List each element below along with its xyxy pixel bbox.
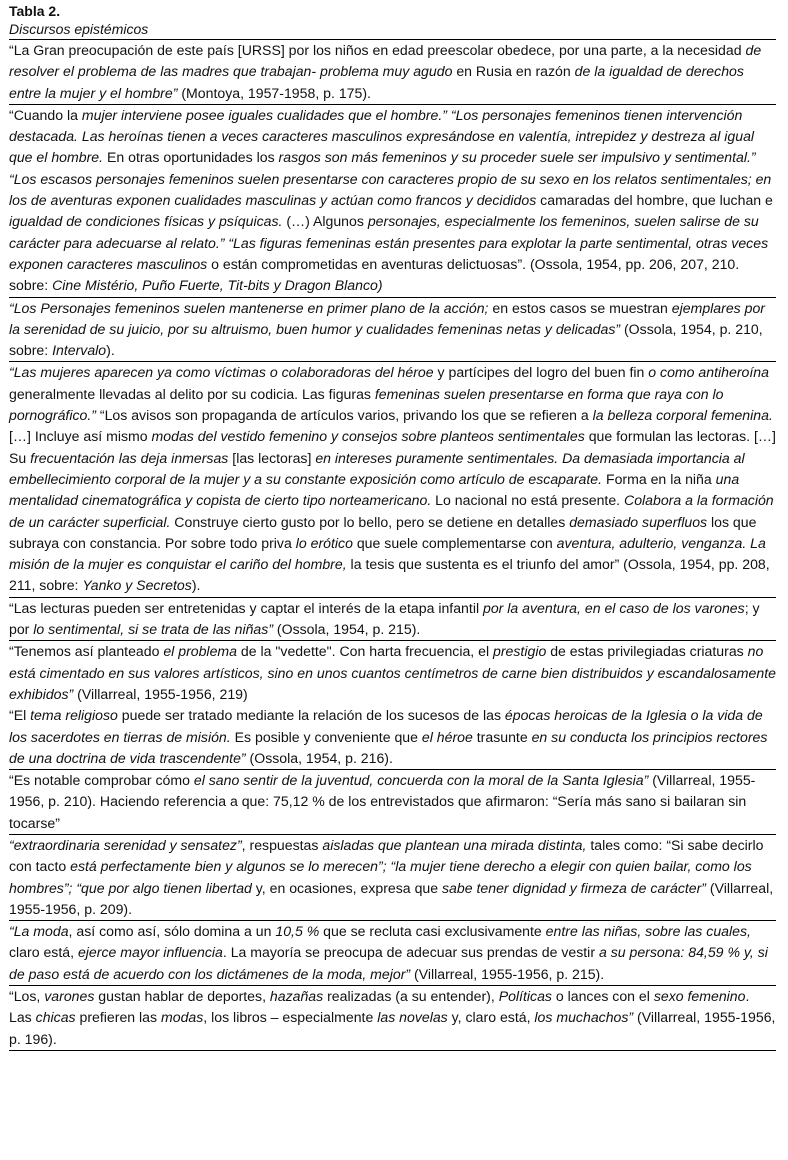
emphasized-text: lo erótico (295, 534, 353, 551)
quote-text: “La Gran preocupación de este país [URSS] por los niños en edad preescolar obedece, por una parte, a la necesidad (9, 42, 746, 58)
emphasized-text: entre las niñas, sobre las cuales, (545, 923, 751, 940)
quote-text: (Villarreal, 1955-1956, p. 215). (410, 965, 605, 982)
emphasized-text: ejerce mayor influencia (77, 944, 223, 961)
emphasized-text: varones (44, 988, 95, 1005)
emphasized-text: de resolver el problema de las madres que trabajan- problema muy agudo (9, 42, 762, 80)
quote-text: “Es notable comprobar cómo (9, 772, 194, 789)
emphasized-text: rasgos son más femeninos y su proceder suele ser impulsivo y sentimental.” “Los escasos personajes femeninos suelen presentarse con caracteres propio de su sexo en los relatos sentimentales; en los de aventuras exponen cualidades masculinas y actúan como francos y decididos (9, 149, 772, 209)
emphasized-text: Colabora a la formación de un carácter superficial. (9, 492, 774, 530)
quote-paragraph (9, 770, 776, 834)
emphasized-text: Cine Mistério, Puño Fuerte, Tit-bits y Dragon Blanco) (52, 277, 383, 294)
quote-text: realizadas (a su entender), (323, 988, 499, 1005)
quote-text: ). (106, 342, 115, 359)
quote-text: generalmente llevadas al delito por su codicia. Las figuras (9, 385, 375, 402)
quote-paragraph (9, 298, 776, 362)
emphasized-text: aisladas que plantean una mirada distinta, (322, 836, 587, 853)
quote-text: “El (9, 707, 31, 724)
quote-text: , los libros – especialmente (203, 1009, 378, 1026)
emphasized-text: “extraordinaria serenidad y sensatez” (9, 836, 242, 853)
emphasized-text: los muchachos” (534, 1009, 634, 1026)
table-row (9, 770, 776, 835)
emphasized-text: tema religioso (30, 707, 118, 724)
quote-text: […] Incluye así mismo (9, 428, 152, 445)
emphasized-text: personajes, especialmente los femeninos, suelen salirse de su carácter para adecuarse al relato.” “Las figuras femeninas están presentes para explotar la parte sentimental, otras veces exponen caracteres masculinos (9, 213, 769, 272)
quote-paragraph (9, 641, 776, 705)
table-row (9, 598, 776, 642)
quote-text: , respuestas (241, 836, 323, 853)
emphasized-text: aventura, adulterio, venganza. La misión de la mujer es conquistar el cariño del hombre, (9, 534, 766, 573)
quote-text: y, claro está, (447, 1009, 535, 1026)
quote-text: “Los, (9, 988, 45, 1005)
emphasized-text: “Los Personajes femeninos suelen mantenerse en primer plano de la acción; (9, 299, 489, 316)
quote-paragraph (9, 598, 776, 641)
quote-text: prefieren las (75, 1009, 161, 1026)
table-row (9, 40, 776, 105)
quote-text: (Ossola, 1954, p. 215). (273, 621, 421, 638)
emphasized-text: femeninas suelen presentarse en forma que raya con lo pornográfico.” (9, 385, 724, 424)
emphasized-text: en intereses puramente sentimentales. Da demasiada importancia al embellecimiento corporal de la mujer y a su constante exposición como artículo de escaparate. (9, 449, 745, 487)
quote-text: o están comprometidas en aventuras delictuosas”. (Ossola, 1954, pp. 206, 207, 210. sobre: (9, 255, 740, 294)
emphasized-text: hazañas (269, 988, 324, 1005)
emphasized-text: modas del vestido femenino y consejos sobre planteos sentimentales (151, 428, 585, 445)
quote-text: (Ossola, 1954, p. 210, sobre: (9, 320, 763, 359)
emphasized-text: el problema (163, 643, 237, 660)
quote-paragraph (9, 705, 776, 769)
quote-text: en Rusia en razón (452, 63, 575, 80)
quote-text: (Villarreal, 1955-1956, 219) (73, 685, 248, 702)
emphasized-text: chicas (35, 1009, 76, 1026)
quote-text: Construye cierto gusto por lo bello, pero se detiene en detalles (170, 513, 570, 530)
emphasized-text: no está cimentado en sus valores artísticos, sino en unos cuantos centímetros de carne bien distribuidos y escandalosamente exhibidos” (9, 643, 776, 702)
emphasized-text: sabe tener dignidad y firmeza de carácter” (442, 879, 707, 896)
quote-text: “Tenemos así planteado (9, 643, 164, 660)
quote-paragraph (9, 921, 776, 985)
table-row (9, 641, 776, 770)
quote-text: que suele complementarse con (352, 534, 557, 551)
quote-text: los que subraya con constancia. Por sobre todo priva (9, 513, 757, 551)
table-row (9, 835, 776, 921)
quote-text: , así como así, sólo domina a un (68, 923, 276, 940)
emphasized-text: la belleza corporal femenina. (592, 407, 773, 424)
quote-text: (…) Algunos (282, 213, 368, 230)
emphasized-text: frecuentación las deja inmersas (30, 449, 229, 466)
quote-text: y, en ocasiones, expresa que (251, 879, 442, 896)
quote-text: tales como: “Si sabe decirlo con tacto (9, 836, 764, 875)
quote-text: claro está, (9, 944, 78, 961)
quote-text: trasunte (472, 728, 532, 745)
quote-paragraph (9, 835, 776, 920)
emphasized-text: épocas heroicas de la Iglesia o la vida de los sacerdotes en tierras de misión. (9, 707, 763, 745)
quote-text: (Villarreal, 1955-1956, p. 196). (9, 1009, 776, 1047)
emphasized-text: “Las mujeres aparecen ya como víctimas o colaboradoras del héroe (9, 364, 434, 381)
emphasized-text: Yanko y Secretos (82, 577, 192, 594)
table-subtitle: Discursos epistémicos (9, 20, 776, 40)
emphasized-text: o como antiheroína (648, 364, 769, 381)
emphasized-text: ejemplares por la serenidad de su juicio, por su altruismo, buen humor y cualidades femeninas netas y delicadas” (9, 299, 766, 337)
emphasized-text: “La moda (9, 923, 69, 940)
quote-text: . Las (9, 988, 750, 1026)
quote-text: de estas privilegiadas criaturas (546, 643, 748, 660)
emphasized-text: a su persona: 84,59 % y, si de paso está de acuerdo con los dictámenes de la moda, mejor” (9, 944, 768, 982)
quote-text: Es posible y conveniente que (230, 728, 422, 745)
quote-text: “Los avisos son propaganda de artículos varios, privando los que se refieren a (95, 407, 593, 424)
emphasized-text: Políticas (498, 988, 552, 1005)
quote-text: que formulan las lectoras. […] Su (9, 428, 776, 466)
quote-text: [las lectoras] (228, 449, 316, 466)
emphasized-text: las novelas (377, 1009, 448, 1026)
quote-text: (Ossola, 1954, p. 216). (245, 749, 393, 766)
emphasized-text: el héroe (421, 728, 473, 745)
emphasized-text: Intervalo (52, 342, 107, 359)
table-row (9, 105, 776, 298)
quote-text: (Montoya, 1957-1958, p. 175). (177, 84, 371, 101)
emphasized-text: 10,5 % (275, 923, 320, 940)
quote-text: (Villarreal, 1955-1956, p. 210). Haciendo referencia a que: 75,12 % de los entrevistados que afirmaron: “Sería más sano si bailaran sin tocarse” (9, 772, 756, 831)
emphasized-text: una mentalidad cinematográfica y copista de cierto tipo norteamericano. (9, 470, 740, 509)
quote-text: camaradas del hombre, que luchan e (536, 192, 773, 209)
table-row (9, 362, 776, 597)
quote-text: en estos casos se muestran (488, 299, 672, 316)
quote-text: En otras oportunidades los (103, 149, 279, 166)
emphasized-text: mujer interviene posee iguales cualidades que el hombre.” “Los personajes femeninos tienen intervención destacada. Las heroínas tienen a veces caracteres masculinos expresándose en valentía, intrepidez y destreza al igual que el hombre. (9, 106, 755, 166)
emphasized-text: lo sentimental, si se trata de las niñas” (33, 621, 274, 638)
emphasized-text: de la igualdad de derechos entre la mujer y el hombre” (9, 63, 744, 101)
table-row (9, 921, 776, 986)
quote-text: ; y por (9, 599, 760, 638)
quote-text: Forma en la niña (602, 470, 716, 487)
emphasized-text: igualdad de condiciones físicas y psíquicas. (9, 213, 283, 230)
emphasized-text: prestigio (493, 643, 547, 660)
quote-text: . La mayoría se preocupa de adecuar sus prendas de vestir (222, 944, 599, 961)
quote-text: (Villarreal, 1955-1956, p. 209). (9, 879, 774, 917)
emphasized-text: el sano sentir de la juventud, concuerda con la moral de la Santa Iglesia” (193, 772, 649, 789)
quote-text: Lo nacional no está presente. (431, 492, 625, 509)
quote-paragraph (9, 105, 776, 297)
emphasized-text: está perfectamente bien y algunos se lo merecen”; “la mujer tiene derecho a elegir con quien bailar, como los hombres”; “que por algo tienen libertad (9, 858, 752, 896)
quote-text: la tesis que sustenta es el triunfo del amor” (Ossola, 1954, pp. 208, 211, sobre: (9, 556, 770, 594)
quote-text: puede ser tratado mediante la relación de los sucesos de las (117, 707, 505, 724)
quote-text: “Cuando la (9, 106, 82, 123)
quote-text: y partícipes del logro del buen fin (433, 364, 649, 381)
emphasized-text: sexo femenino (653, 988, 746, 1005)
quote-text: que se recluta casi exclusivamente (319, 923, 546, 940)
table-row (9, 986, 776, 1051)
table-title: Tabla 2. (9, 3, 61, 19)
table-row (9, 298, 776, 363)
quote-text: gustan hablar de deportes, (94, 988, 270, 1005)
quote-text: “Las lecturas pueden ser entretenidas y captar el interés de la etapa infantil (9, 599, 483, 616)
emphasized-text: demasiado superfluos (569, 513, 708, 530)
quote-paragraph (9, 40, 776, 104)
quote-text: ). (191, 577, 201, 594)
quote-paragraph (9, 986, 776, 1050)
emphasized-text: en su conducta los principios rectores de una doctrina de vida trascendente” (9, 728, 768, 766)
emphasized-text: por la aventura, en el caso de los varones (483, 599, 745, 616)
emphasized-text: modas (160, 1009, 204, 1026)
quote-text: o lances con el (551, 988, 654, 1005)
quote-paragraph (9, 362, 776, 596)
discourse-table (9, 40, 776, 1051)
quote-text: de la "vedette". Con harta frecuencia, el (237, 643, 494, 660)
